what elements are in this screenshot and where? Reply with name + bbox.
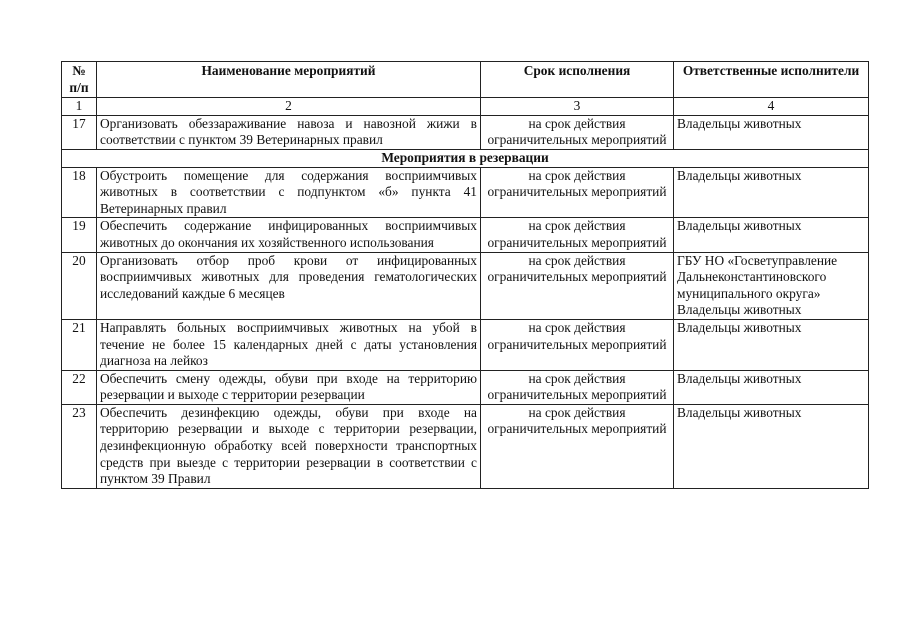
row-term: на срок действия ограничительных мероприятий xyxy=(481,404,674,488)
row-responsible: Владельцы животных xyxy=(674,167,869,218)
row-term: на срок действия ограничительных мероприятий xyxy=(481,252,674,319)
row-measure: Обеспечить содержание инфицированных восприимчивых животных до окончания их хозяйственного использования xyxy=(97,218,481,252)
row-number: 21 xyxy=(62,319,97,370)
header-num: № п/п xyxy=(62,62,97,98)
row-responsible: Владельцы животных xyxy=(674,404,869,488)
column-index: 2 xyxy=(97,98,481,116)
header-term: Срок исполнения xyxy=(481,62,674,98)
header-row xyxy=(62,62,869,98)
row-responsible: Владельцы животных xyxy=(674,319,869,370)
row-term: на срок действия ограничительных мероприятий xyxy=(481,218,674,252)
row-number: 20 xyxy=(62,252,97,319)
row-measure: Организовать обеззараживание навоза и навозной жижи в соответствии с пунктом 39 Ветеринарных правил xyxy=(97,115,481,149)
table-row xyxy=(62,370,869,404)
row-measure: Направлять больных восприимчивых животных на убой в течение не более 15 календарных дней с даты установления диагноза на лейкоз xyxy=(97,319,481,370)
column-index: 1 xyxy=(62,98,97,116)
row-term: на срок действия ограничительных мероприятий xyxy=(481,370,674,404)
table-row xyxy=(62,167,869,218)
row-measure: Обеспечить дезинфекцию одежды, обуви при входе на территорию резервации и выходе с территории резервации, дезинфекционную обработку всей поверхности транспортных средств при выезде с территории резервации в соответствии с пунктом 39 Правил xyxy=(97,404,481,488)
row-number: 22 xyxy=(62,370,97,404)
row-term: на срок действия ограничительных мероприятий xyxy=(481,319,674,370)
measures-table xyxy=(61,61,869,489)
row-number: 18 xyxy=(62,167,97,218)
row-measure: Обустроить помещение для содержания восприимчивых животных в соответствии с подпунктом «б» пункта 41 Ветеринарных правил xyxy=(97,167,481,218)
row-number: 19 xyxy=(62,218,97,252)
column-index-row xyxy=(62,98,869,116)
column-index: 3 xyxy=(481,98,674,116)
table-row xyxy=(62,404,869,488)
table-row xyxy=(62,252,869,319)
header-name: Наименование мероприятий xyxy=(97,62,481,98)
row-measure: Обеспечить смену одежды, обуви при входе на территорию резервации и выходе с территории резервации xyxy=(97,370,481,404)
row-responsible: Владельцы животных xyxy=(674,218,869,252)
row-number: 23 xyxy=(62,404,97,488)
row-responsible: Владельцы животных xyxy=(674,370,869,404)
row-responsible: ГБУ НО «Госветуправление Дальнеконстантиновского муниципального округа» Владельцы животных xyxy=(674,252,869,319)
table-row xyxy=(62,218,869,252)
row-term: на срок действия ограничительных мероприятий xyxy=(481,115,674,149)
table-row xyxy=(62,319,869,370)
section-row xyxy=(62,149,869,167)
row-responsible: Владельцы животных xyxy=(674,115,869,149)
header-responsible: Ответственные исполнители xyxy=(674,62,869,98)
row-number: 17 xyxy=(62,115,97,149)
row-term: на срок действия ограничительных мероприятий xyxy=(481,167,674,218)
row-measure: Организовать отбор проб крови от инфицированных восприимчивых животных для проведения гематологических исследований каждые 6 месяцев xyxy=(97,252,481,319)
table-row xyxy=(62,115,869,149)
column-index: 4 xyxy=(674,98,869,116)
section-title: Мероприятия в резервации xyxy=(62,149,869,167)
